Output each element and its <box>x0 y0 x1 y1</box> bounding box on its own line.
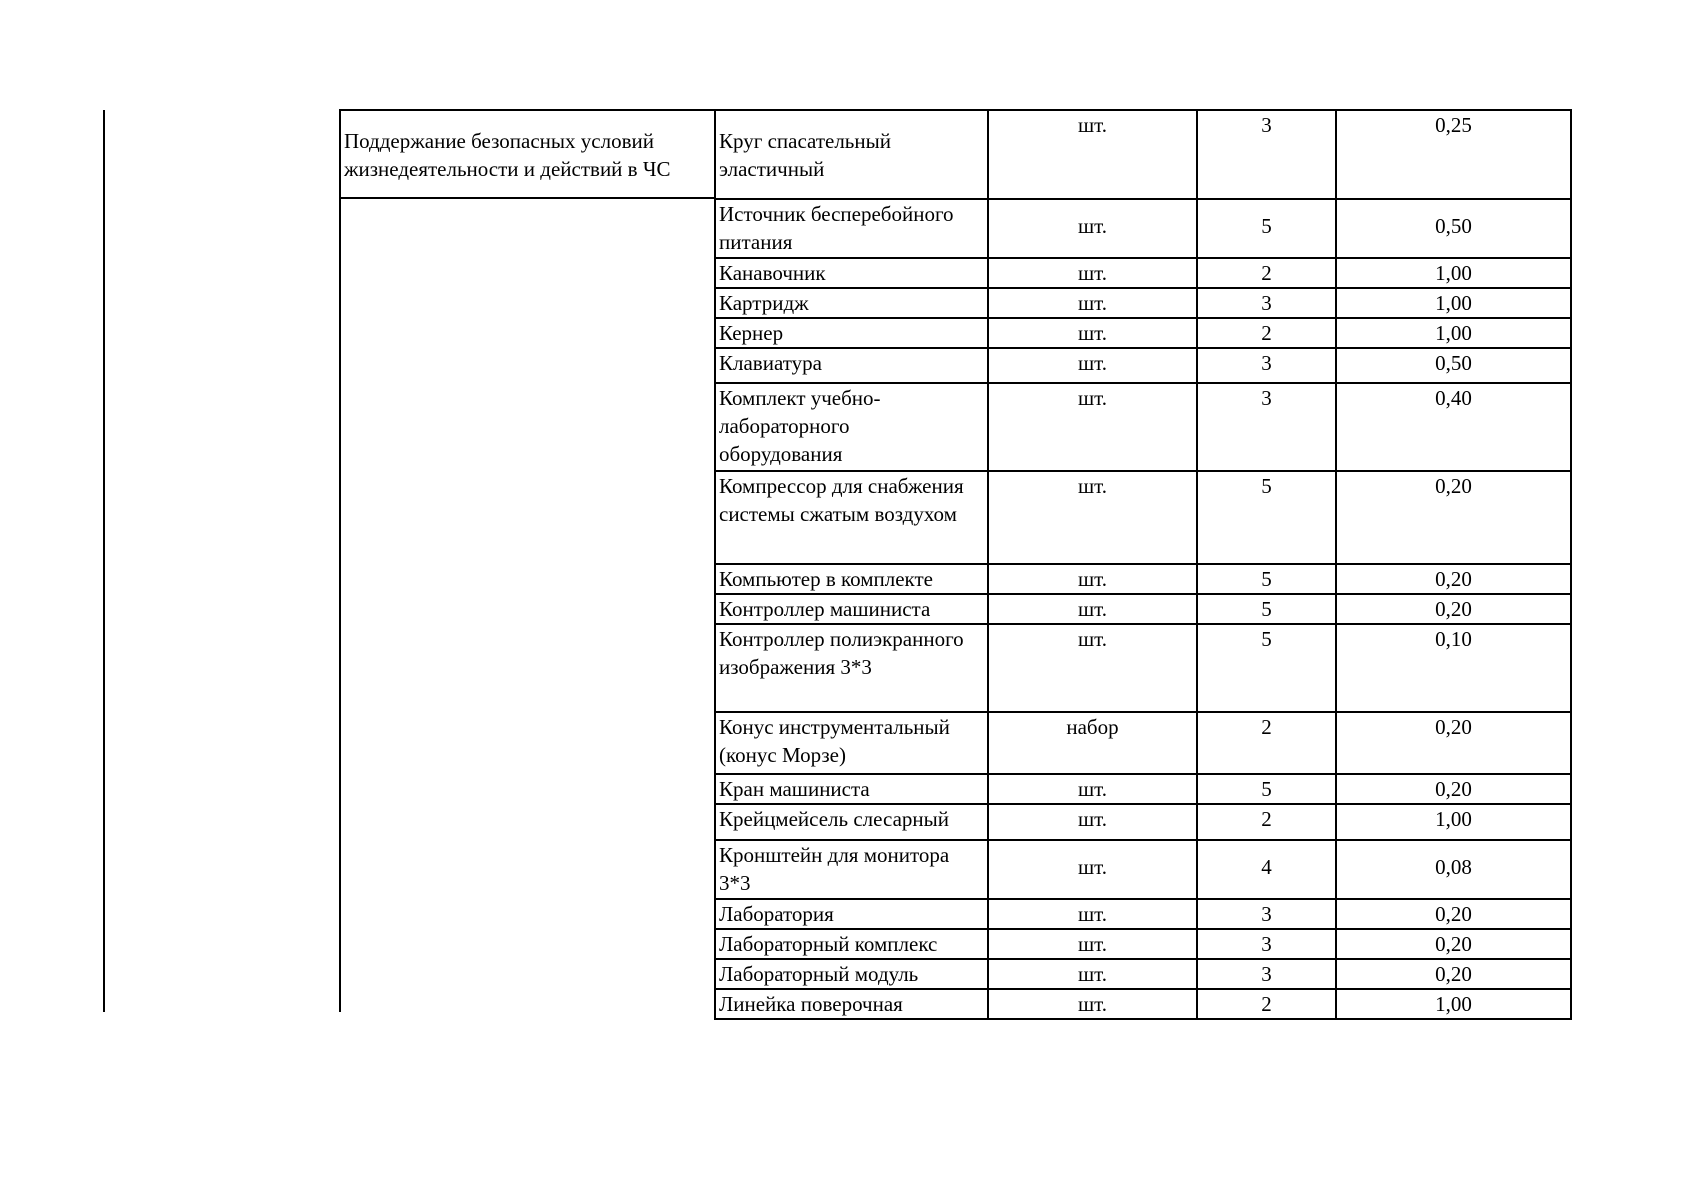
coefficient-cell: 0,20 <box>1336 471 1571 564</box>
table-row <box>715 929 1571 959</box>
unit-cell: шт. <box>988 899 1197 929</box>
unit-cell: шт. <box>988 348 1197 383</box>
item-name-cell <box>715 348 988 383</box>
unit-cell: шт. <box>988 318 1197 348</box>
item-name-line: Картридж <box>719 291 809 315</box>
item-name-line: Конус инструментальный <box>719 715 950 739</box>
item-name-line: 3*3 <box>719 871 751 895</box>
item-name-cell <box>715 804 988 840</box>
item-name-cell <box>715 712 988 774</box>
coefficient-cell: 0,20 <box>1336 774 1571 804</box>
item-name-cell <box>715 471 988 564</box>
table-row <box>715 288 1571 318</box>
section-column-rule <box>339 110 341 1012</box>
quantity-cell: 3 <box>1197 288 1336 318</box>
item-name-cell <box>715 774 988 804</box>
coefficient-cell: 1,00 <box>1336 258 1571 288</box>
coefficient-cell: 0,50 <box>1336 199 1571 258</box>
quantity-cell: 2 <box>1197 989 1336 1019</box>
left-border-rule <box>103 110 105 1012</box>
coefficient-cell: 0,20 <box>1336 959 1571 989</box>
item-name-cell <box>715 989 988 1019</box>
item-name-line: Комплект учебно- <box>719 386 881 410</box>
quantity-cell: 4 <box>1197 840 1336 899</box>
item-name-line: Кран машиниста <box>719 777 870 801</box>
unit-cell: шт. <box>988 258 1197 288</box>
table-row <box>715 804 1571 840</box>
item-name-cell <box>715 383 988 471</box>
item-name-cell <box>715 840 988 899</box>
coefficient-cell: 1,00 <box>1336 804 1571 840</box>
quantity-cell: 3 <box>1197 383 1336 471</box>
item-name-line: питания <box>719 230 793 254</box>
quantity-cell: 3 <box>1197 899 1336 929</box>
table-row <box>715 564 1571 594</box>
coefficient-cell: 0,10 <box>1336 624 1571 712</box>
unit-cell: шт. <box>988 288 1197 318</box>
item-name-line: изображения 3*3 <box>719 655 872 679</box>
quantity-cell: 5 <box>1197 564 1336 594</box>
quantity-cell: 5 <box>1197 594 1336 624</box>
item-name-line: Клавиатура <box>719 351 822 375</box>
item-name-line: Источник бесперебойного <box>719 202 954 226</box>
coefficient-cell: 1,00 <box>1336 318 1571 348</box>
coefficient-cell: 0,50 <box>1336 348 1571 383</box>
quantity-cell: 2 <box>1197 318 1336 348</box>
equipment-table-body <box>715 110 1571 1019</box>
unit-cell: шт. <box>988 383 1197 471</box>
coefficient-cell: 0,08 <box>1336 840 1571 899</box>
unit-cell: шт. <box>988 594 1197 624</box>
item-name-line: Компьютер в комплекте <box>719 567 933 591</box>
item-name-line: системы сжатым воздухом <box>719 502 957 526</box>
unit-cell: набор <box>988 712 1197 774</box>
item-name-line: Кернер <box>719 321 784 345</box>
quantity-cell: 2 <box>1197 804 1336 840</box>
quantity-cell: 3 <box>1197 110 1336 199</box>
table-row <box>715 989 1571 1019</box>
coefficient-cell: 0,20 <box>1336 712 1571 774</box>
coefficient-cell: 0,20 <box>1336 899 1571 929</box>
item-name-cell <box>715 564 988 594</box>
item-name-line: Линейка поверочная <box>719 992 903 1016</box>
item-name-cell <box>715 899 988 929</box>
coefficient-cell: 1,00 <box>1336 288 1571 318</box>
quantity-cell: 5 <box>1197 774 1336 804</box>
item-name-line: Крейцмейсель слесарный <box>719 807 949 831</box>
item-name-line: Лабораторный модуль <box>719 962 919 986</box>
equipment-table <box>714 109 1572 1020</box>
item-name-line: Контроллер машиниста <box>719 597 931 621</box>
table-row <box>715 199 1571 258</box>
section-name-cell <box>339 109 715 199</box>
item-name-line: лабораторного <box>719 414 850 438</box>
item-name-cell <box>715 624 988 712</box>
unit-cell: шт. <box>988 564 1197 594</box>
coefficient-cell: 0,25 <box>1336 110 1571 199</box>
table-row <box>715 594 1571 624</box>
unit-cell: шт. <box>988 471 1197 564</box>
item-name-line: Контроллер полиэкранного <box>719 627 964 651</box>
item-name-cell <box>715 594 988 624</box>
item-name-cell <box>715 318 988 348</box>
section-name-line-2: жизнедеятельности и действий в ЧС <box>344 157 671 181</box>
table-row <box>715 840 1571 899</box>
table-row <box>715 774 1571 804</box>
coefficient-cell: 0,20 <box>1336 929 1571 959</box>
item-name-line: оборудования <box>719 442 843 466</box>
table-row <box>715 471 1571 564</box>
item-name-cell <box>715 929 988 959</box>
quantity-cell: 5 <box>1197 471 1336 564</box>
quantity-cell: 5 <box>1197 624 1336 712</box>
coefficient-cell: 1,00 <box>1336 989 1571 1019</box>
table-row <box>715 383 1571 471</box>
table-row <box>715 624 1571 712</box>
table-row <box>715 258 1571 288</box>
quantity-cell: 2 <box>1197 258 1336 288</box>
unit-cell: шт. <box>988 624 1197 712</box>
table-row <box>715 712 1571 774</box>
quantity-cell: 5 <box>1197 199 1336 258</box>
coefficient-cell: 0,40 <box>1336 383 1571 471</box>
item-name-line: Лабораторный комплекс <box>719 932 938 956</box>
quantity-cell: 2 <box>1197 712 1336 774</box>
item-name-line: эластичный <box>719 157 825 181</box>
quantity-cell: 3 <box>1197 929 1336 959</box>
item-name-line: (конус Морзе) <box>719 743 846 767</box>
unit-cell: шт. <box>988 199 1197 258</box>
quantity-cell: 3 <box>1197 348 1336 383</box>
unit-cell: шт. <box>988 110 1197 199</box>
item-name-line: Лаборатория <box>719 902 834 926</box>
table-row <box>715 959 1571 989</box>
item-name-cell <box>715 258 988 288</box>
table-row <box>715 110 1571 199</box>
table-row <box>715 899 1571 929</box>
unit-cell: шт. <box>988 774 1197 804</box>
unit-cell: шт. <box>988 804 1197 840</box>
section-name-line-1: Поддержание безопасных условий <box>344 129 654 153</box>
item-name-line: Канавочник <box>719 261 826 285</box>
unit-cell: шт. <box>988 929 1197 959</box>
item-name-cell <box>715 288 988 318</box>
table-row <box>715 318 1571 348</box>
unit-cell: шт. <box>988 959 1197 989</box>
quantity-cell: 3 <box>1197 959 1336 989</box>
unit-cell: шт. <box>988 840 1197 899</box>
item-name-cell <box>715 110 988 199</box>
item-name-cell <box>715 959 988 989</box>
unit-cell: шт. <box>988 989 1197 1019</box>
coefficient-cell: 0,20 <box>1336 594 1571 624</box>
item-name-line: Кронштейн для монитора <box>719 843 950 867</box>
coefficient-cell: 0,20 <box>1336 564 1571 594</box>
table-row <box>715 348 1571 383</box>
item-name-line: Круг спасательный <box>719 129 891 153</box>
item-name-cell <box>715 199 988 258</box>
item-name-line: Компрессор для снабжения <box>719 474 964 498</box>
